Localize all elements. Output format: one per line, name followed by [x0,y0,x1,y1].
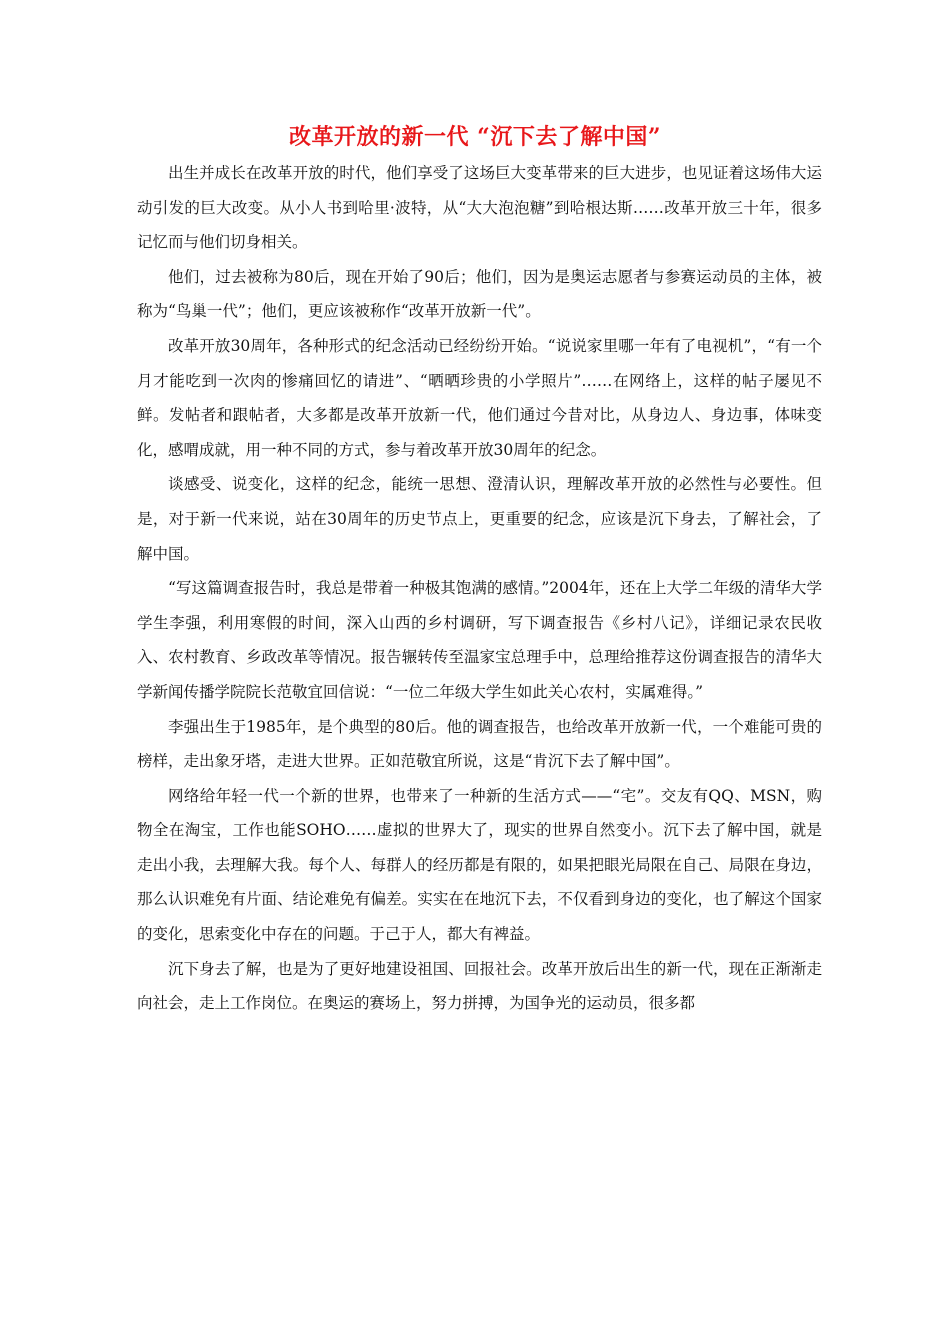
paragraph-3: 改革开放30周年，各种形式的纪念活动已经纷纷开始。“说说家里哪一年有了电视机”，“有一个月才能吃到一次肉的惨痛回忆的请进”、“晒晒珍贵的小学照片”……在网络上，这样的帖子屡见不鲜。发帖者和跟帖者，大多都是改革开放新一代，他们通过今昔对比，从身边人、身边事，体味变化，感喟成就，用一种不同的方式，参与着改革开放30周年的纪念。 [137,336,822,459]
paragraph-2: 他们，过去被称为80后，现在开始了90后；他们，因为是奥运志愿者与参赛运动员的主体，被称为“鸟巢一代”；他们，更应该被称作“改革开放新一代”。 [137,267,822,321]
paragraph-4: 谈感受、说变化，这样的纪念，能统一思想、澄清认识，理解改革开放的必然性与必要性。但是，对于新一代来说，站在30周年的历史节点上，更重要的纪念，应该是沉下身去，了解社会，了解中国。 [137,475,822,563]
paragraph-5: “写这篇调查报告时，我总是带着一种极其饱满的感情。”2004年，还在上大学二年级的清华大学学生李强，利用寒假的时间，深入山西的乡村调研，写下调查报告《乡村八记》，详细记录农民收入、农村教育、乡政改革等情况。报告辗转传至温家宝总理手中，总理给推荐这份调查报告的清华大学新闻传播学院院长范敬宜回信说：“一位二年级大学生如此关心农村，实属难得。” [137,579,822,701]
article-title: 改革开放的新一代 “沉下去了解中国” [289,124,661,150]
article-body [137,156,822,1021]
paragraph-8: 沉下身去了解，也是为了更好地建设祖国、回报社会。改革开放后出生的新一代，现在正渐渐走向社会，走上工作岗位。在奥运的赛场上，努力拼搏，为国争光的运动员，很多都 [137,959,822,1013]
paragraph-6: 李强出生于1985年，是个典型的80后。他的调查报告，也给改革开放新一代，一个难能可贵的榜样，走出象牙塔，走进大世界。正如范敬宜所说，这是“肯沉下去了解中国”。 [137,717,822,771]
paragraph-1: 出生并成长在改革开放的时代，他们享受了这场巨大变革带来的巨大进步，也见证着这场伟大运动引发的巨大改变。从小人书到哈里·波特，从“大大泡泡糖”到哈根达斯……改革开放三十年，很多记忆而与他们切身相关。 [137,164,822,252]
paragraph-7: 网络给年轻一代一个新的世界，也带来了一种新的生活方式——“宅”。交友有QQ、MSN，购物全在淘宝，工作也能SOHO……虚拟的世界大了，现实的世界自然变小。沉下去了解中国，就是走出小我，去理解大我。每个人、每群人的经历都是有限的，如果把眼光局限在自己、局限在身边，那么认识难免有片面、结论难免有偏差。实实在在地沉下去，不仅看到身边的变化，也了解这个国家的变化，思索变化中存在的问题。于己于人，都大有裨益。 [137,786,822,944]
